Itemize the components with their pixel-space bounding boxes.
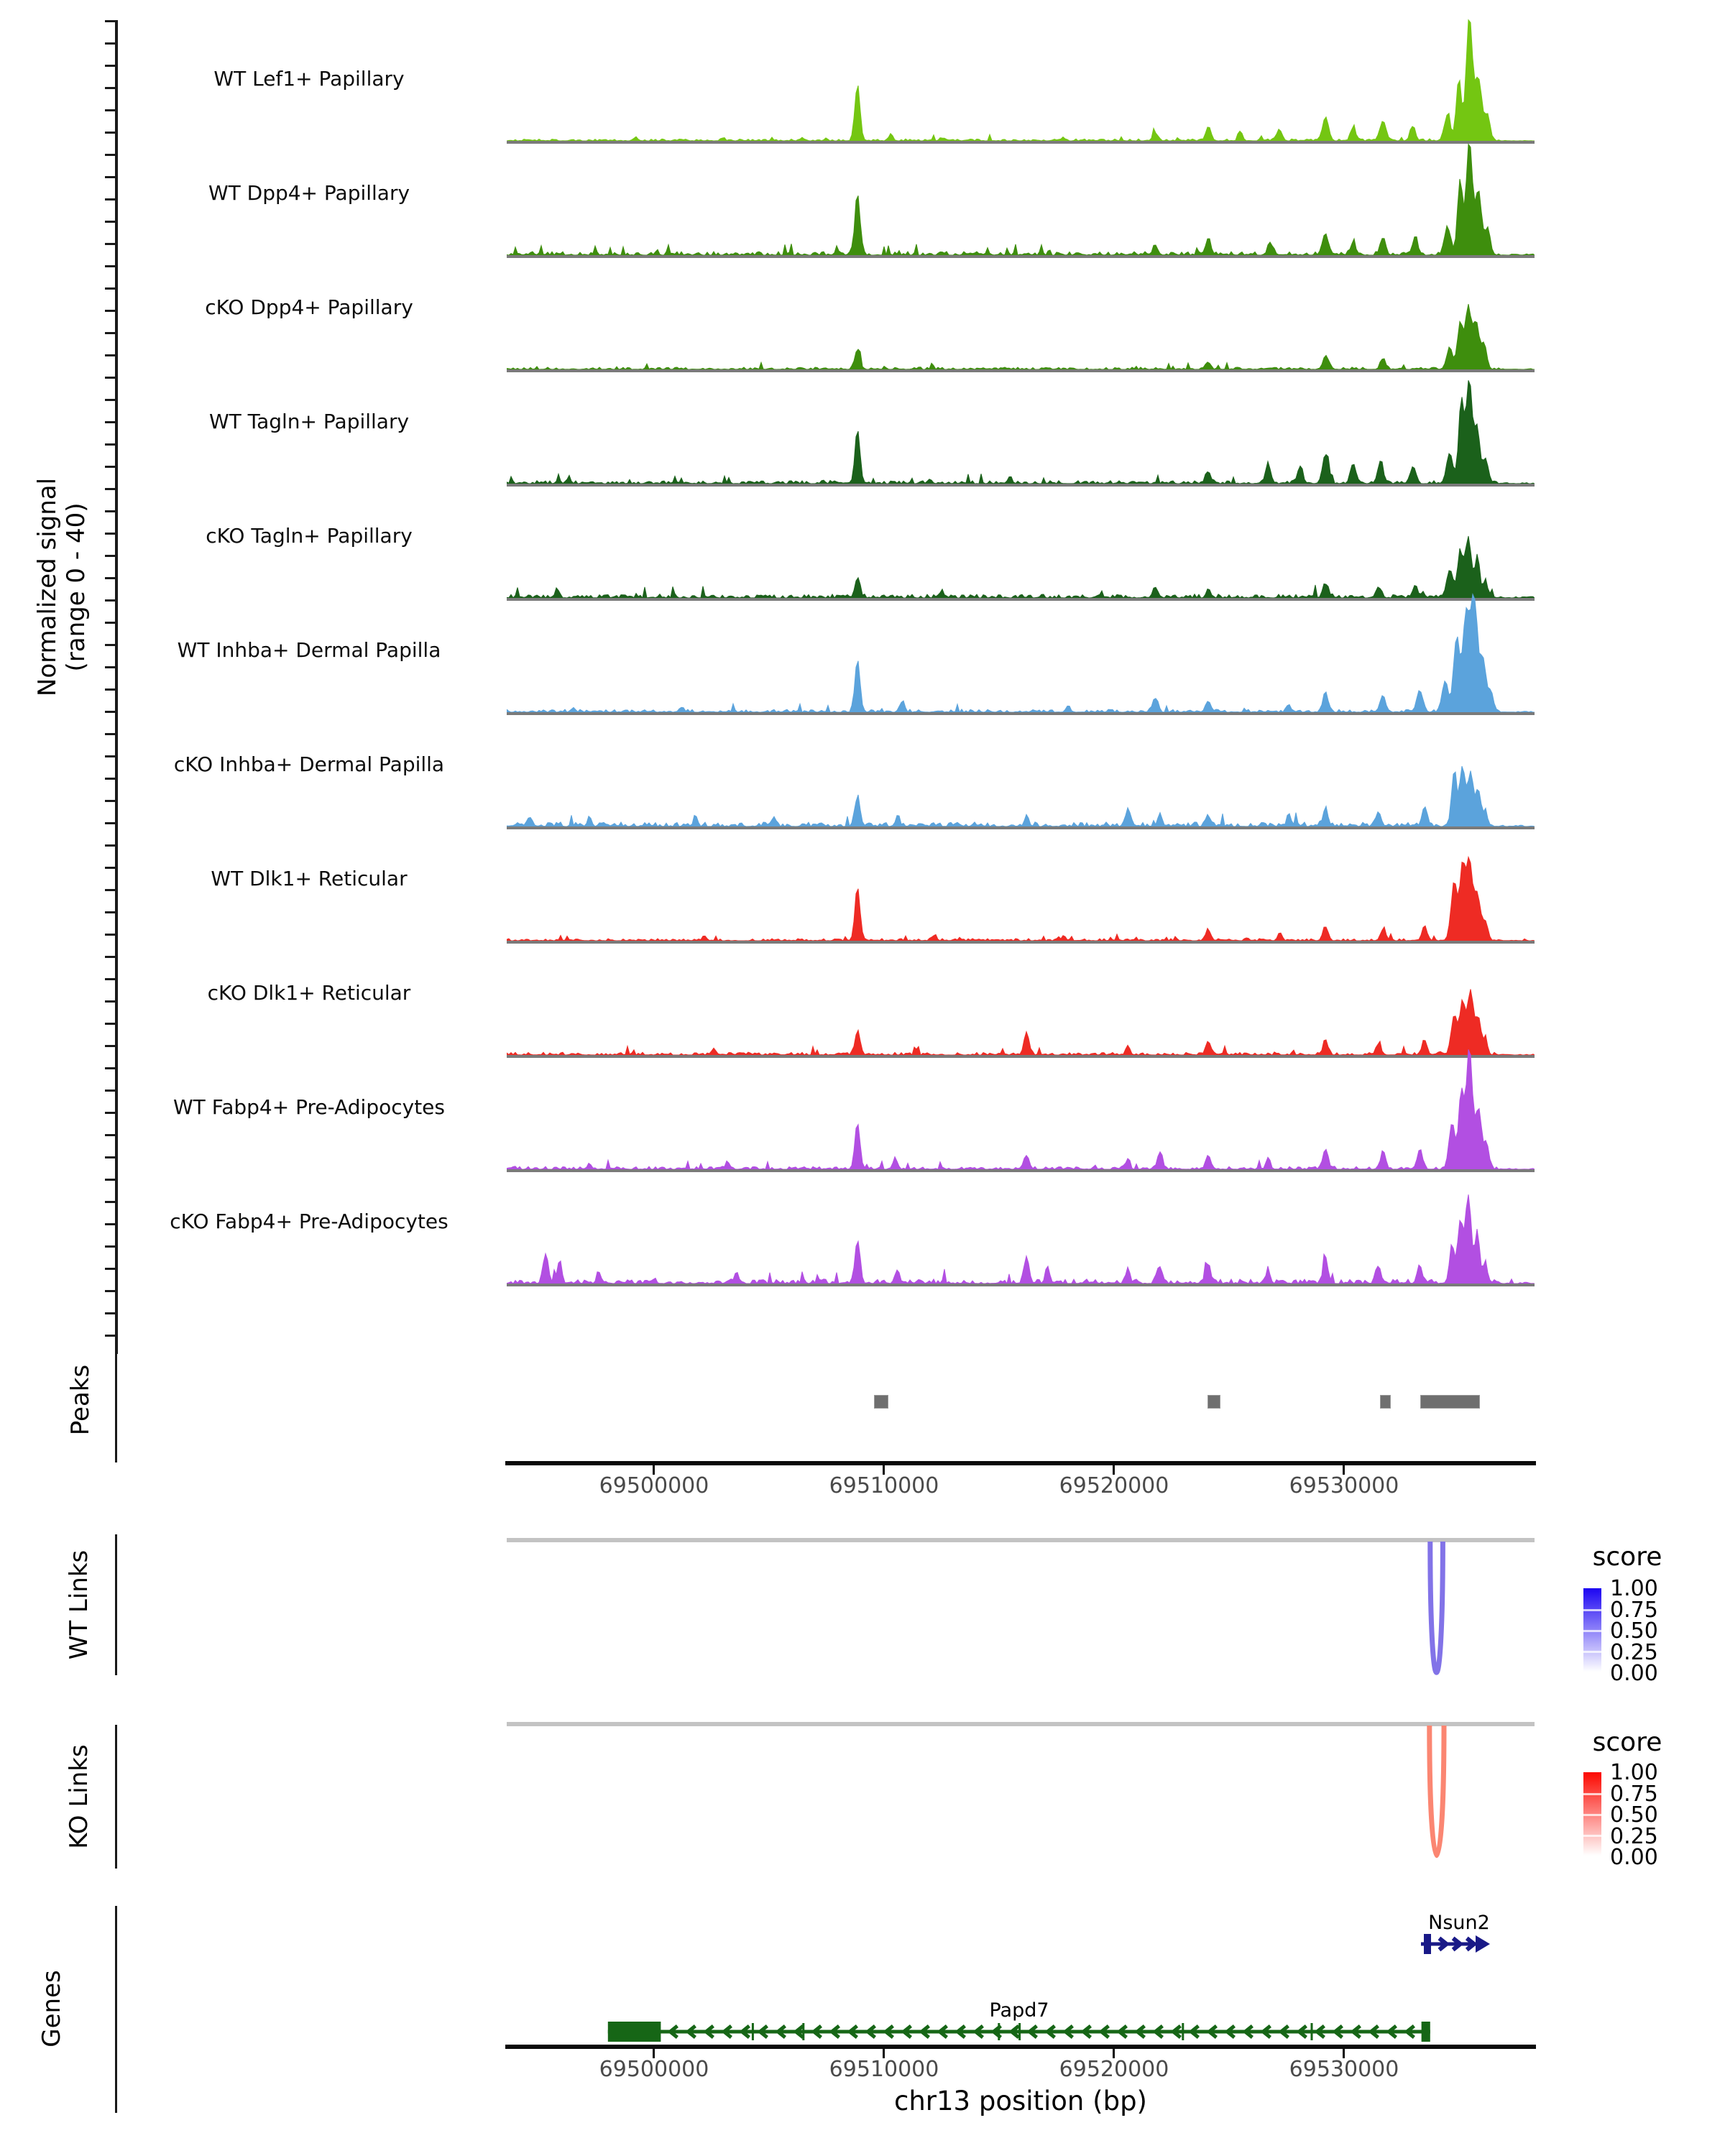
- wt-score-value: 0.00: [1610, 1661, 1658, 1686]
- wt-score-value: 1.00: [1610, 1576, 1658, 1601]
- coverage-track-signal: [507, 815, 1535, 941]
- coverage-track-signal: [507, 358, 1535, 484]
- track-label: cKO Tagln+ Papillary: [206, 524, 413, 548]
- track-label: cKO Dpp4+ Papillary: [205, 295, 413, 319]
- wt-link-arc: [507, 1540, 1535, 1680]
- axis-top-tick-label: 69520000: [1059, 1473, 1169, 1498]
- ko-link-arc: [507, 1724, 1535, 1864]
- signal-axis-title: [33, 228, 93, 946]
- ko-score-value: 1.00: [1610, 1760, 1658, 1785]
- wt-score-value: 0.75: [1610, 1597, 1658, 1623]
- axis-bottom-tick-label: 69510000: [829, 2057, 939, 2082]
- gene-label-papd7: Papd7: [989, 1999, 1049, 2022]
- coverage-track-signal: [507, 929, 1535, 1055]
- ko-score-gradient-tick: [1583, 1835, 1601, 1837]
- coverage-track-signal: [507, 244, 1535, 369]
- track-label: cKO Inhba+ Dermal Papilla: [173, 752, 445, 776]
- axis-bottom-tick-label: 69530000: [1289, 2057, 1399, 2082]
- ko-score-value: 0.25: [1610, 1823, 1658, 1849]
- track-label: WT Inhba+ Dermal Papilla: [177, 638, 441, 662]
- ko-score-gradient-tick: [1583, 1814, 1601, 1816]
- wt-links-axis-line: [115, 1534, 117, 1675]
- track-label: WT Lef1+ Papillary: [213, 67, 405, 91]
- signal-axis-title-line1: Normalized signal: [33, 477, 62, 697]
- peaks-panel-title: Peaks: [66, 1364, 95, 1436]
- peak-call-box: [874, 1395, 888, 1409]
- signal-axis-title-line2: (range 0 - 40): [62, 502, 91, 672]
- gene-label-nsun2: Nsun2: [1428, 1912, 1490, 1934]
- track-label: WT Dlk1+ Reticular: [211, 867, 408, 890]
- peak-call-box: [1208, 1395, 1220, 1409]
- track-label: WT Fabp4+ Pre-Adipocytes: [173, 1095, 445, 1119]
- genome-axis-top: [505, 1461, 1536, 1465]
- wt-score-gradient-tick: [1583, 1609, 1601, 1611]
- axis-top-tick-label: 69510000: [829, 1473, 939, 1498]
- genome-axis-bottom: [505, 2045, 1536, 2049]
- ko-links-axis-line: [115, 1725, 117, 1869]
- track-label: WT Dpp4+ Papillary: [208, 181, 410, 205]
- wt-score-value: 0.50: [1610, 1618, 1658, 1644]
- axis-bottom-tick-label: 69500000: [599, 2057, 709, 2082]
- ko-score-value: 0.00: [1610, 1845, 1658, 1870]
- coverage-track-signal: [507, 701, 1535, 826]
- coverage-track-signal: [507, 1044, 1535, 1169]
- coverage-track-signal: [507, 15, 1535, 141]
- track-label: cKO Fabp4+ Pre-Adipocytes: [170, 1210, 448, 1233]
- ko-score-gradient-tick: [1583, 1793, 1601, 1795]
- ko-score-value: 0.50: [1610, 1802, 1658, 1828]
- track-baseline: [507, 1284, 1535, 1286]
- ko-score-legend-title: score: [1592, 1728, 1662, 1757]
- axis-bottom-tick-label: 69520000: [1059, 2057, 1169, 2082]
- peaks-axis-line: [115, 1338, 117, 1462]
- track-label: WT Tagln+ Papillary: [208, 410, 410, 433]
- axis-top-tick-label: 69530000: [1289, 1473, 1399, 1498]
- ko-links-panel-title: KO Links: [65, 1744, 93, 1849]
- signal-axis-ruler-ticks: [105, 20, 115, 1354]
- peak-call-box: [1380, 1395, 1391, 1409]
- gene-models: [507, 1897, 1535, 2055]
- coverage-track-signal: [507, 472, 1535, 598]
- x-axis-title: chr13 position (bp): [893, 2086, 1147, 2116]
- ko-score-value: 0.75: [1610, 1781, 1658, 1807]
- wt-score-gradient-tick: [1583, 1651, 1601, 1653]
- genes-panel-title: Genes: [37, 1970, 66, 2047]
- wt-score-value: 0.25: [1610, 1639, 1658, 1665]
- wt-score-gradient-tick: [1583, 1630, 1601, 1632]
- signal-axis-line: [115, 20, 118, 1354]
- track-label: cKO Dlk1+ Reticular: [207, 981, 411, 1005]
- genes-axis-line: [115, 1906, 117, 2113]
- wt-links-panel-title: WT Links: [65, 1549, 93, 1660]
- peak-call-box: [1420, 1395, 1480, 1409]
- coverage-track-signal: [507, 1158, 1535, 1284]
- coverage-track-signal: [507, 586, 1535, 712]
- wt-score-legend-values: [1610, 1578, 1718, 1685]
- ko-score-legend-values: [1610, 1762, 1718, 1869]
- coverage-track-signal: [507, 129, 1535, 255]
- wt-score-legend-title: score: [1592, 1542, 1662, 1572]
- axis-top-tick-label: 69500000: [599, 1473, 709, 1498]
